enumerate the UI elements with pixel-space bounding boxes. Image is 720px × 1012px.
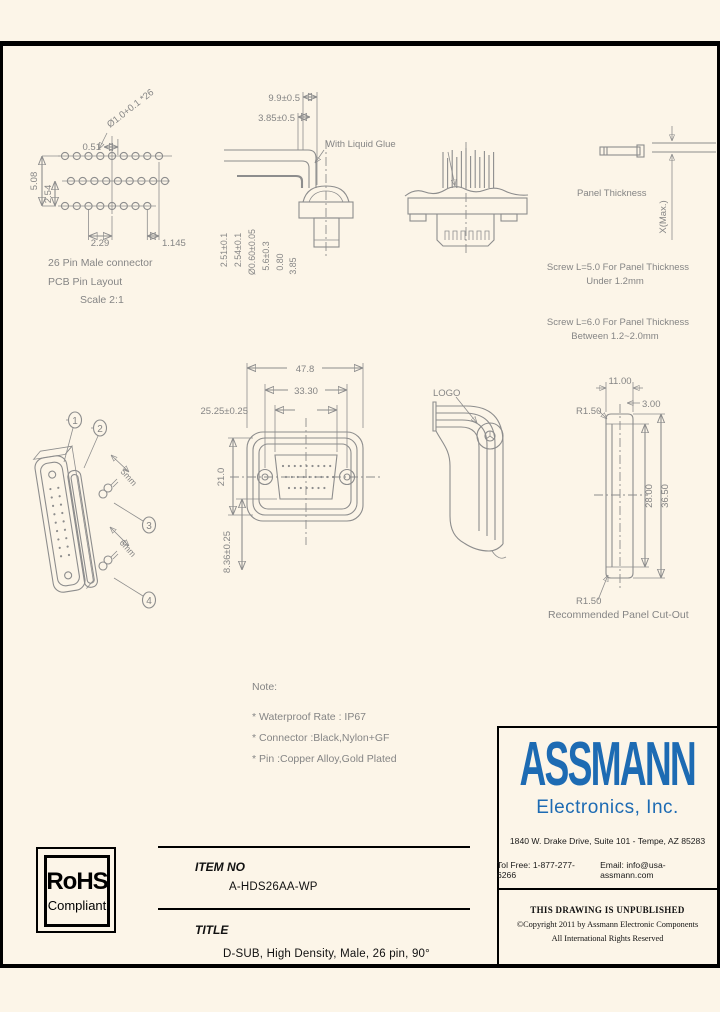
x-max-label: X(Max.)	[658, 200, 669, 234]
company-contact	[497, 860, 718, 880]
dim-r1-50-bottom: R1.50	[576, 596, 602, 607]
copyright-line-2: ©Copyright 2011 by Assmann Electronic Components	[516, 920, 699, 929]
dim-hole-diameter: Ø1.0+0.1 *26	[105, 87, 157, 131]
dim-28-00: 28.00	[644, 484, 655, 508]
dim-0-51: 0.51	[82, 142, 101, 153]
dim-0-80: 0.80	[275, 253, 285, 271]
company-division: Electronics, Inc.	[536, 797, 679, 818]
dim-2-29: 2.29	[90, 238, 110, 249]
note-item-2: * Connector :Black,Nylon+GF	[252, 732, 390, 744]
dim-33-30: 33.30	[294, 386, 318, 397]
pcb-caption-3: Scale 2:1	[80, 294, 124, 306]
rohs-label: RoHS	[46, 867, 108, 895]
copyright-line-1: THIS DRAWING IS UNPUBLISHED	[530, 905, 685, 915]
company-address: 1840 W. Drake Drive, Suite 101 - Tempe, AZ 85283	[509, 836, 706, 846]
side-view-drawing	[219, 92, 455, 275]
balloon-2: 2	[97, 424, 103, 435]
title-value: D-SUB, High Density, Male, 26 pin, 90°	[223, 948, 430, 960]
panel-cutout-drawing	[548, 376, 689, 621]
item-no-top-line	[158, 846, 470, 848]
panel-mount-drawing	[547, 126, 716, 342]
rear-view-drawing	[405, 142, 528, 253]
note-item-3: * Pin :Copper Alloy,Gold Plated	[252, 753, 397, 765]
dim-pin-diameter: Ø0.60±0.05	[247, 229, 257, 275]
glue-label: With Liquid Glue	[326, 139, 396, 150]
screw-note-2b: Between 1.2~2.0mm	[571, 331, 659, 342]
dim-3-85-top: 3.85±0.5	[258, 113, 295, 124]
notes-block	[252, 681, 397, 765]
screw-note-1a: Screw L=5.0 For Panel Thickness	[546, 262, 690, 273]
dim-25-25: 25.25±0.25	[200, 406, 248, 417]
dim-5mm: 5mm	[118, 466, 140, 488]
dim-11-00: 11.00	[608, 376, 632, 387]
company-logo	[497, 732, 718, 798]
dim-2-51: 2.51±0.1	[219, 232, 229, 268]
dim-8-36: 8.36±0.25	[222, 530, 233, 574]
dim-2-54: 2.54	[43, 184, 54, 204]
note-item-1: * Waterproof Rate : IP67	[252, 711, 366, 723]
dim-9-9: 9.9±0.5	[268, 93, 300, 104]
title-top-line	[158, 908, 470, 910]
company-email: Email: info@usa-assmann.com	[600, 860, 666, 880]
profile-view-drawing	[433, 388, 506, 558]
dim-r1-50-top: R1.50	[576, 406, 602, 417]
dim-2-54-side: 2.54±0.1	[233, 232, 243, 268]
exploded-view-drawing	[32, 412, 155, 608]
balloon-1: 1	[72, 416, 78, 427]
dim-5-08: 5.08	[29, 171, 40, 191]
company-block-top-line	[497, 726, 720, 728]
dim-21-0: 21.0	[216, 467, 227, 487]
dim-3-85-bottom: 3.85	[288, 257, 298, 275]
dim-36-50: 36.50	[660, 484, 671, 508]
panel-thickness-label: Panel Thickness	[577, 188, 647, 199]
item-no-label: ITEM NO	[195, 860, 245, 874]
item-no-value: A-HDS26AA-WP	[229, 881, 318, 893]
company-phone: Tol Free: 1-877-277-6266	[497, 860, 575, 880]
dim-47-8: 47.8	[295, 364, 315, 375]
copyright-line-3: All International Rights Reserved	[551, 934, 664, 943]
rohs-badge-inner	[44, 855, 110, 927]
company-name: ASSMANN	[519, 730, 696, 799]
pcb-pin-layout-drawing	[29, 87, 186, 306]
pcb-caption-1: 26 Pin Male connector	[48, 257, 153, 269]
screw-note-1b: Under 1.2mm	[586, 276, 644, 287]
rohs-compliant-label: Compliant	[47, 897, 107, 913]
title-label: TITLE	[195, 923, 229, 937]
dim-3-00: 3.00	[642, 399, 661, 410]
dim-1-145: 1.145	[162, 238, 186, 249]
dim-6mm: 6mm	[117, 537, 139, 559]
balloon-3: 3	[146, 521, 152, 532]
pcb-caption-2: PCB Pin Layout	[48, 276, 123, 288]
notes-title: Note:	[252, 681, 278, 693]
copyright-divider-line	[497, 888, 720, 890]
dim-5-6: 5.6±0.3	[261, 241, 271, 271]
balloon-4: 4	[146, 596, 152, 607]
panel-cutout-caption: Recommended Panel Cut-Out	[548, 609, 689, 621]
screw-note-2a: Screw L=6.0 For Panel Thickness	[546, 317, 690, 328]
logo-label: LOGO	[433, 388, 461, 399]
front-view-drawing	[201, 363, 382, 573]
